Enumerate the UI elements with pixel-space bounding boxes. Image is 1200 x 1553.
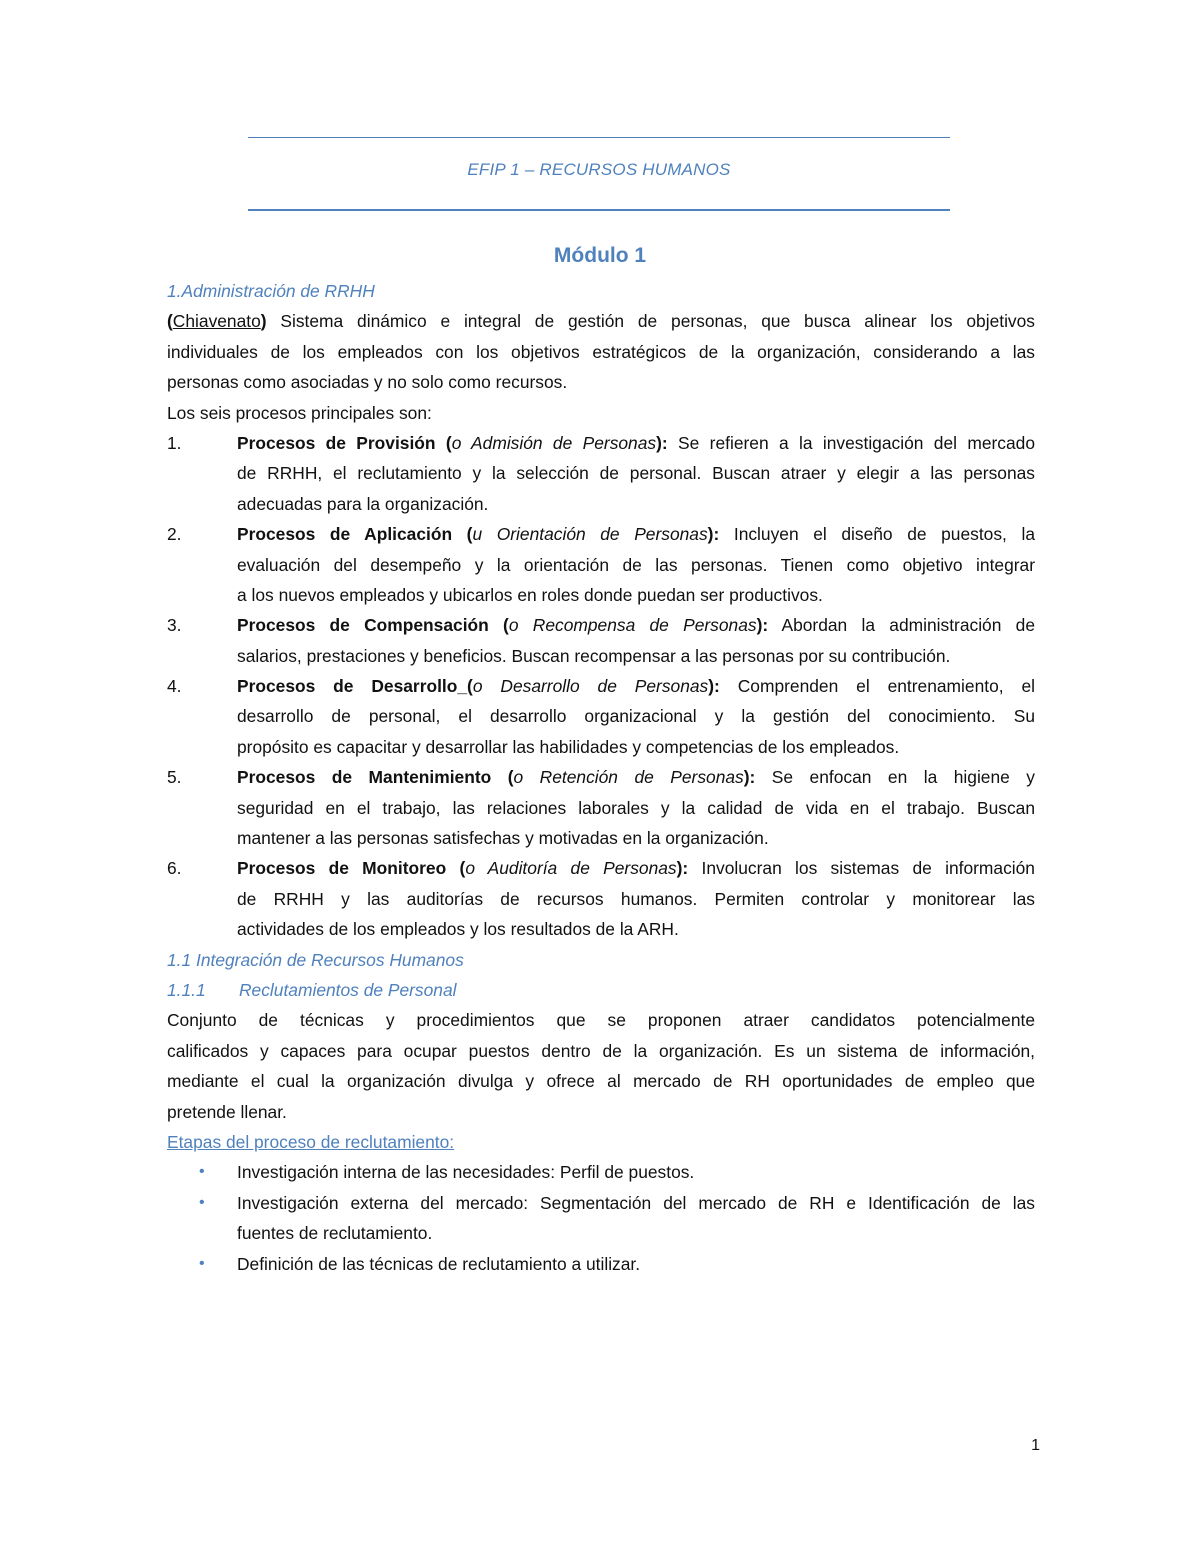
process-title: Procesos de Monitoreo xyxy=(237,858,447,879)
process-paren-close: ): xyxy=(708,676,720,697)
etapa-item xyxy=(167,1249,1035,1279)
etapas-heading: Etapas del proceso de reclutamiento: xyxy=(167,1131,455,1152)
process-description-line: a los nuevos empleados y ubicarlos en roles donde puedan ser productivos. xyxy=(237,584,823,605)
process-number: 3. xyxy=(167,615,182,636)
process-paren-open: ( xyxy=(488,615,509,636)
process-paren-close: ): xyxy=(676,858,689,879)
process-paren-close: ): xyxy=(707,524,720,545)
process-description: Comprenden el entrenamiento, el xyxy=(719,676,1036,697)
process-number: 6. xyxy=(167,858,182,879)
process-number: 4. xyxy=(167,676,182,697)
process-number: 1. xyxy=(167,432,182,453)
bullet-icon: • xyxy=(199,1254,205,1272)
etapa-item: fuentes de reclutamiento. xyxy=(237,1223,433,1244)
process-description-line: actividades de los empleados y los resultados de la ARH. xyxy=(237,919,679,940)
process-paren-close: ): xyxy=(756,615,769,636)
process-title: Procesos de Compensación xyxy=(237,615,489,636)
process-list xyxy=(167,428,1035,945)
processes-intro: Los seis procesos principales son: xyxy=(167,402,432,423)
header-rule-top xyxy=(248,137,950,138)
definition-line-2: individuales de los empleados con los objetivos estratégicos de la organización, considerando a las xyxy=(167,341,1035,362)
document-body xyxy=(167,276,1035,1279)
process-description: Involucran los sistemas de información xyxy=(688,858,1035,879)
etapas-list xyxy=(167,1157,1035,1279)
header-title: EFIP 1 – RECURSOS HUMANOS xyxy=(467,160,731,179)
process-title: Procesos de Desarrollo xyxy=(237,676,458,697)
process-item xyxy=(167,853,1035,883)
author-name: Chiavenato xyxy=(172,311,261,332)
recruitment-para-line: calificados y capaces para ocupar puestos dentro de la organización. Es un sistema de información, xyxy=(167,1040,1035,1061)
definition-line-1: (Chiavenato) Sistema dinámico e integral de gestión de personas, que busca alinear los objetivos xyxy=(167,311,1035,332)
process-description-line: evaluación del desempeño y la orientación de las personas. Tienen como objetivo integrar xyxy=(237,554,1035,575)
bullet-icon: • xyxy=(199,1163,205,1181)
process-alt-name: o Desarrollo de Personas xyxy=(472,676,709,697)
section-number: 1.1.1 xyxy=(167,979,206,1000)
process-description-line: mantener a las personas satisfechas y motivadas en la organización. xyxy=(237,828,769,849)
process-description-line: adecuadas para la organización. xyxy=(237,493,489,514)
process-alt-name: o Admisión de Personas xyxy=(451,432,657,453)
module-title: Módulo 1 xyxy=(553,244,647,267)
etapa-item xyxy=(167,1188,1035,1218)
process-alt-name: o Auditoría de Personas xyxy=(465,858,677,879)
process-alt-name: o Retención de Personas xyxy=(513,767,744,788)
process-description-line: de RRHH, el reclutamiento y la selección de personal. Buscan atraer y elegir a las personas xyxy=(237,463,1035,484)
process-paren-open: ( xyxy=(435,432,452,453)
section-heading-1: 1.Administración de RRHH xyxy=(167,281,375,301)
process-paren-close: ): xyxy=(743,767,756,788)
etapa-text: Definición de las técnicas de reclutamiento a utilizar. xyxy=(237,1253,641,1274)
process-description: Abordan la administración de xyxy=(768,615,1036,636)
section-heading-1-1-1 xyxy=(167,975,1035,1005)
process-item xyxy=(167,671,1035,701)
process-paren-close: ): xyxy=(656,432,668,453)
recruitment-para-line: pretende llenar. xyxy=(167,1101,287,1122)
process-alt-name: o Recompensa de Personas xyxy=(508,615,757,636)
definition-line-3: personas como asociadas y no solo como recursos. xyxy=(167,372,568,393)
process-paren-open: ( xyxy=(491,767,514,788)
process-item xyxy=(167,610,1035,640)
process-paren-open: ( xyxy=(452,524,473,545)
process-description-line: desarrollo de personal, el desarrollo organizacional y la gestión del conocimiento. Su xyxy=(237,706,1035,727)
recruitment-para-line: Conjunto de técnicas y procedimientos que se proponen atraer candidatos potencialmente xyxy=(167,1010,1035,1031)
header-rule-bottom xyxy=(248,209,950,211)
process-description-line: seguridad en el trabajo, las relaciones laborales y la calidad de vida en el trabajo. Buscan xyxy=(237,797,1035,818)
process-item xyxy=(167,428,1035,458)
process-title: Procesos de Aplicación xyxy=(237,524,453,545)
process-alt-name: u Orientación de Personas xyxy=(472,524,708,545)
process-number: 5. xyxy=(167,767,182,788)
process-description-line: salarios, prestaciones y beneficios. Buscan recompensar a las personas por su contribución. xyxy=(237,645,951,666)
etapa-text: Investigación externa del mercado: Segmentación del mercado de RH e Identificación de las xyxy=(237,1192,1035,1213)
process-paren-open: ( xyxy=(446,858,466,879)
definition-text: Sistema dinámico e integral de gestión de personas, que busca alinear los objetivos xyxy=(266,311,1035,332)
process-item xyxy=(167,762,1035,792)
section-heading-1-1: 1.1 Integración de Recursos Humanos xyxy=(167,949,464,970)
process-description: Se enfocan en la higiene y xyxy=(755,767,1035,788)
process-description: Incluyen el diseño de puestos, la xyxy=(719,524,1035,545)
etapa-item xyxy=(167,1157,1035,1187)
etapa-text: Investigación interna de las necesidades: Perfil de puestos. xyxy=(237,1162,695,1183)
process-description-line: propósito es capacitar y desarrollar las habilidades y competencias de los empleados. xyxy=(237,736,900,757)
process-item xyxy=(167,519,1035,549)
process-title: Procesos de Mantenimiento xyxy=(237,767,492,788)
process-description: Se refieren a la investigación del mercado xyxy=(667,432,1035,453)
process-number: 2. xyxy=(167,524,182,545)
recruitment-para-line: mediante el cual la organización divulga y ofrece al mercado de RH oportunidades de empleo que xyxy=(167,1071,1035,1092)
process-description-line: de RRHH y las auditorías de recursos humanos. Permiten controlar y monitorear las xyxy=(237,888,1035,909)
process-title: Procesos de Provisión xyxy=(237,432,436,453)
page-number: 1 xyxy=(1031,1437,1040,1454)
bullet-icon: • xyxy=(199,1193,205,1211)
section-title: Reclutamientos de Personal xyxy=(239,979,457,1000)
process-paren-open: _( xyxy=(457,676,473,697)
